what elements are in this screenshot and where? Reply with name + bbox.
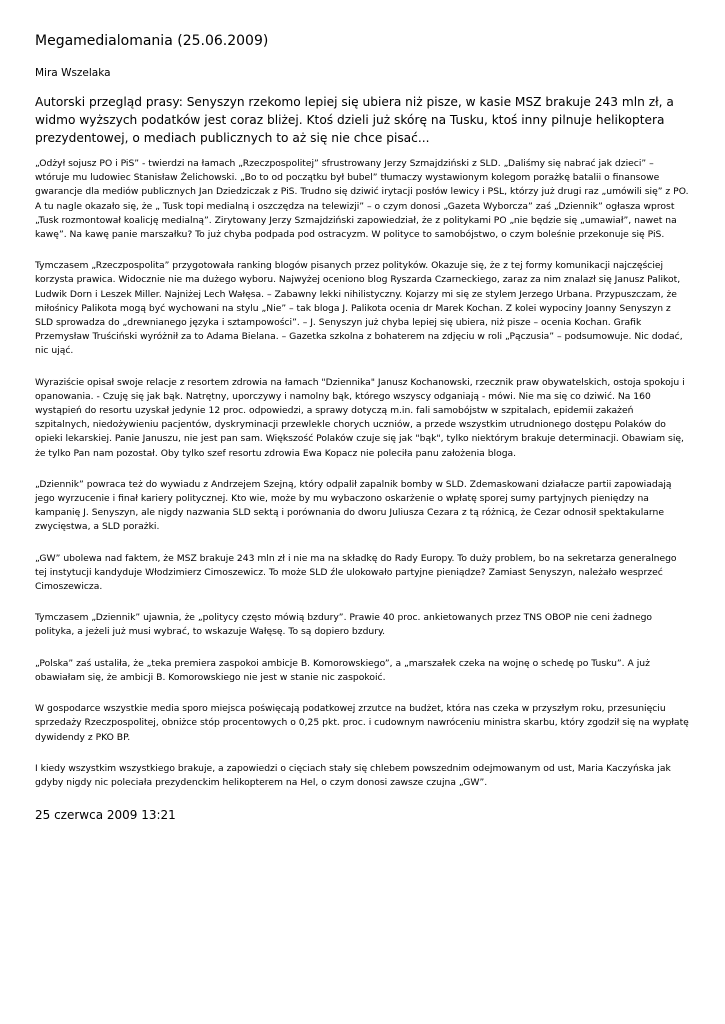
- article-dateline: 25 czerwca 2009 13:21: [35, 808, 176, 823]
- body-paragraph: Tymczasem „Rzeczpospolita” przygotowała ranking blogów pisanych przez polityków. Okazuje się, że z tej formy komunikacji najczęściej korzysta prawica. Widocznie nie ma dużego wyboru. Najwyżej oceniono blog Ryszarda Czarneckiego, zaraz za nim znalazł się Janusz Palikot, Ludwik Dorn i Leszek Miller. Najniżej Lech Wałęsa. – Zabawny lekki nihilistyczny. Kojarzy mi się ze stylem Jerzego Urbana. Przypuszczam, że miłośnicy Palikota mogą być wychowani na stylu „Nie” – tak bloga J. Palikota ocenia dr Marek Kochan. Z kolei wypociny Joanny Senyszyn z SLD sprowadza do „drewnianego języka i sztampowości”. – J. Senyszyn już chyba lepiej się ubiera, niż pisze – ocenia Kochan. Grafik Przemysław Truściński wyróżnił za to Adama Bielana. – Gazetka szkolna z bohaterem na zdjęciu w roli „Pączusia” – podsumowuje. Nic dodać, nic ująć.: [35, 260, 683, 357]
- body-paragraph: W gospodarce wszystkie media sporo miejsca poświęcają podatkowej zrzutce na budżet, która nas czeka w przyszłym roku, przesunięciu sprzedaży Rzeczpospolitej, obniżce stóp procentowych o 0,25 pkt. proc. i cudownym nawróceniu ministra skarbu, który zgodził się na wypłatę dywidendy z PKO BP.: [35, 703, 689, 743]
- body-paragraph: „GW” ubolewa nad faktem, że MSZ brakuje 243 mln zł i nie ma na składkę do Rady Europy. To duży problem, bo na sekretarza generalnego tej instytucji kandyduje Włodzimierz Cimoszewicz. To może SLD źle ulokowało partyjne pieniądze? Zamiast Senyszyn, należało wesprzeć Cimoszewicza.: [35, 552, 677, 593]
- body-paragraph: „Dziennik” powraca też do wywiadu z Andrzejem Szejną, który odpalił zapalnik bomby w SLD. Zdemaskowani działacze partii zapowiadają jego wyrzucenie i finał kariery politycznej. Kto wie, może by mu wybaczono oskarżenie o wpłatę sporej sumy partyjnych pieniędzy na kampanię J. Senyszyn, ale nigdy nazwania SLD sektą i porównania do dworu Juliusza Cezara z tą różnicą, że Cezar odnosił spektakularne zwycięstwa, a SLD porażki.: [35, 478, 672, 533]
- body-paragraph: Wyraziście opisał swoje relacje z resortem zdrowia na łamach "Dziennika" Janusz Kochanowski, rzecznik praw obywatelskich, ostoja spokoju i opanowania. - Czuję się jak bąk. Natrętny, uporczywy i namolny bąk, którego wszyscy odganiają - mówi. Nie ma się co dziwić. Na 160 wystąpień do resortu uzyskał jedynie 12 proc. odpowiedzi, a sprawy dotyczą m.in. fali samobójstw w szpitalach, epidemii zakażeń szpitalnych, niedożywieniu pacjentów, dyskryminacji przewlekle chorych uczniów, a przede wszystkim utrudnionego dostępu Polaków do opieki lekarskiej. Panie Januszu, nie jest pan sam. Większość Polaków czuje się jak "bąk", tylko niektórym brakuje determinacji. Obawiam się, że tylko Pan nam pozostał. Oby tylko szef resortu zdrowia Ewa Kopacz nie poleciła panu założenia bloga.: [35, 376, 685, 459]
- article-lead: Autorski przegląd prasy: Senyszyn rzekomo lepiej się ubiera niż pisze, w kasie MSZ brakuje 243 mln zł, a widmo wyższych podatków jest coraz bliżej. Ktoś dzieli już skórę na Tusku, ktoś inny pilnuje helikoptera prezydentowej, o mediach publicznych to aż się nie chce pisać...: [35, 95, 674, 145]
- article-body: [35, 157, 690, 823]
- body-paragraph: „Odżył sojusz PO i PiS” - twierdzi na łamach „Rzeczpospolitej” sfrustrowany Jerzy Szmajdziński z SLD. „Daliśmy się nabrać jak dzieci” – wtóruje mu ludowiec Stanisław Żelichowski. „Bo to od początku był bubel” tłumaczy wystawionym kolegom porażkę batalii o finansowe gwarancje dla mediów publicznych Jan Dziedziczak z PiS. Trudno się dziwić irytacji posłów lewicy i PSL, którzy już drugi raz „umówili się” z PO. A tu nagle okazało się, że „ Tusk topi medialną i oszczędza na telewizji” – o czym donosi „Gazeta Wyborcza” zaś „Dziennik” ogłasza wprost „Tusk rozmontował koalicję medialną”. Zirytowany Jerzy Szmajdziński zapowiedział, że z politykami PO „nie będzie się „umawiał”, nawet na kawę”. Na kawę panie marszałku? To już chyba podpada pod ostracyzm. W polityce to samobójstwo, o czym boleśnie przekonuje się PiS.: [35, 158, 689, 241]
- article-author: Mira Wszelaka: [35, 67, 111, 79]
- body-paragraph: „Polska” zaś ustaliła, że „teka premiera zaspokoi ambicje B. Komorowskiego”, a „marszałek czeka na wojnę o schedę po Tusku”. A już obawiałam się, że ambicji B. Komorowskiego nie jest w stanie nic zaspokoić.: [35, 657, 650, 683]
- article-title: Megamedialomania (25.06.2009): [35, 33, 269, 49]
- body-paragraph: Tymczasem „Dziennik” ujawnia, że „politycy często mówią bzdury”. Prawie 40 proc. ankietowanych przez TNS OBOP nie ceni żadnego polityka, a jeżeli już musi wybrać, to wskazuje Wałęsę. To są dopiero bzdury.: [35, 612, 653, 638]
- body-paragraph: I kiedy wszystkim wszystkiego brakuje, a zapowiedzi o cięciach stały się chlebem powszednim odejmowanym od ust, Maria Kaczyńska jak gdyby nigdy nic poleciała prezydenckim helikopterem na Hel, o czym donosi zawsze czujna „GW”.: [35, 762, 671, 788]
